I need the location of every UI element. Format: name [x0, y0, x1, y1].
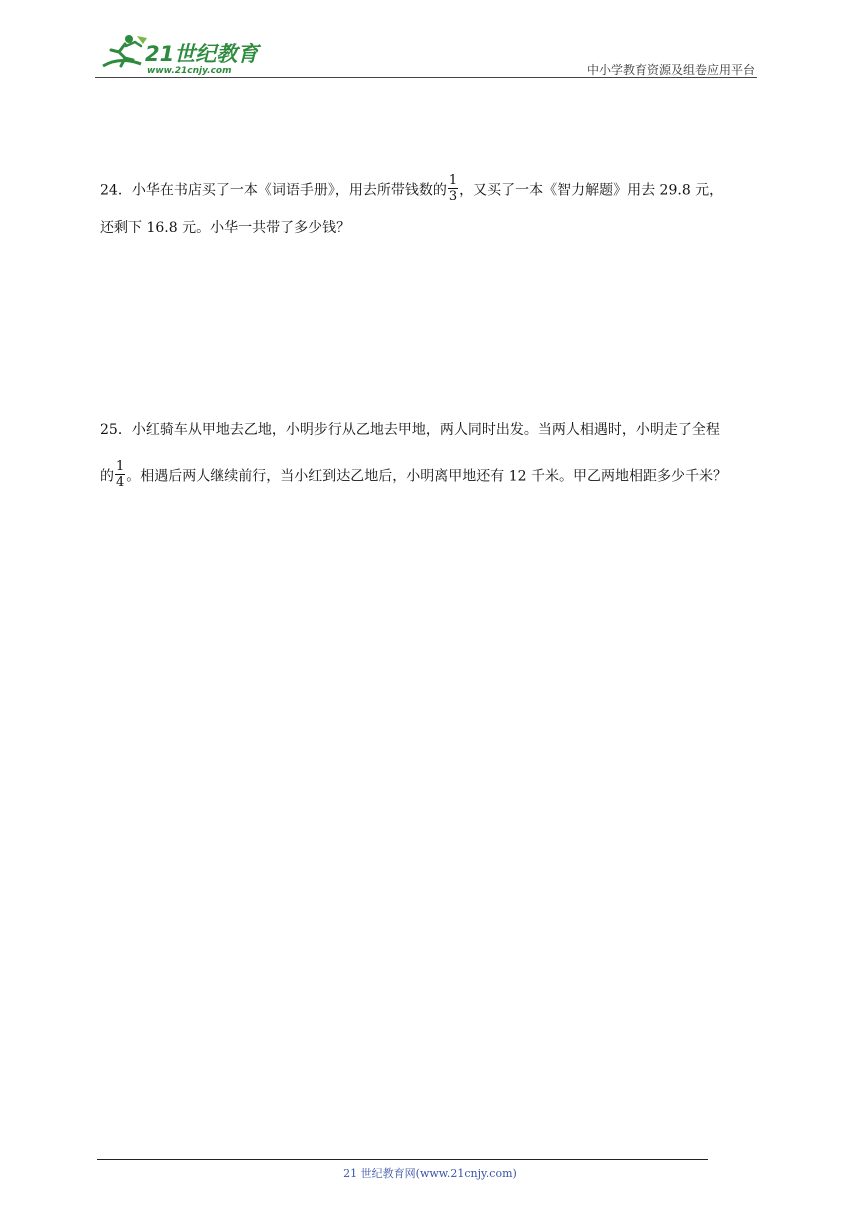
- fraction-numerator: 1: [448, 173, 458, 188]
- page-header: [95, 30, 757, 78]
- fraction-numerator: 1: [116, 459, 125, 474]
- question-number: 25．: [100, 422, 132, 438]
- platform-name: 中小学教育资源及组卷应用平台: [586, 63, 755, 77]
- question-text: 。相遇后两人继续前行，当小红到达乙地后，小明离甲地还有 12 千米。甲乙两地相距多少千米？: [126, 468, 727, 485]
- site-logo[interactable]: [95, 30, 265, 78]
- question-text: 小华在书店买了一本《词语手册》，用去所带钱数的: [131, 182, 447, 199]
- question-number: 24．: [100, 182, 132, 199]
- footer-divider: [97, 1159, 708, 1160]
- header-divider: [95, 77, 757, 78]
- fraction: [448, 173, 458, 204]
- question-25-line1: [100, 420, 720, 440]
- question-25: [100, 420, 765, 490]
- question-24-line1: [100, 175, 723, 206]
- question-24: [100, 175, 765, 235]
- question-text: 的: [100, 468, 114, 485]
- footer-link[interactable]: 21 世纪教育网(www.21cnjy.com): [343, 1167, 517, 1180]
- logo-url: www.21cnjy.com: [147, 66, 232, 76]
- fraction-denominator: 3: [448, 189, 458, 204]
- question-24-line2: 还剩下 16.8 元。小华一共带了多少钱？: [100, 220, 351, 236]
- question-text: 小红骑车从甲地去乙地，小明步行从乙地去甲地，两人同时出发。当两人相遇时，小明走了全程: [131, 422, 720, 438]
- fraction: [115, 459, 125, 490]
- fraction-denominator: 4: [116, 475, 125, 490]
- logo-graphic: [95, 30, 265, 78]
- question-text: ，又买了一本《智力解题》用去 29.8 元，: [459, 182, 724, 199]
- logo-title: 21世纪教育: [145, 42, 259, 66]
- question-25-line2: [100, 461, 727, 492]
